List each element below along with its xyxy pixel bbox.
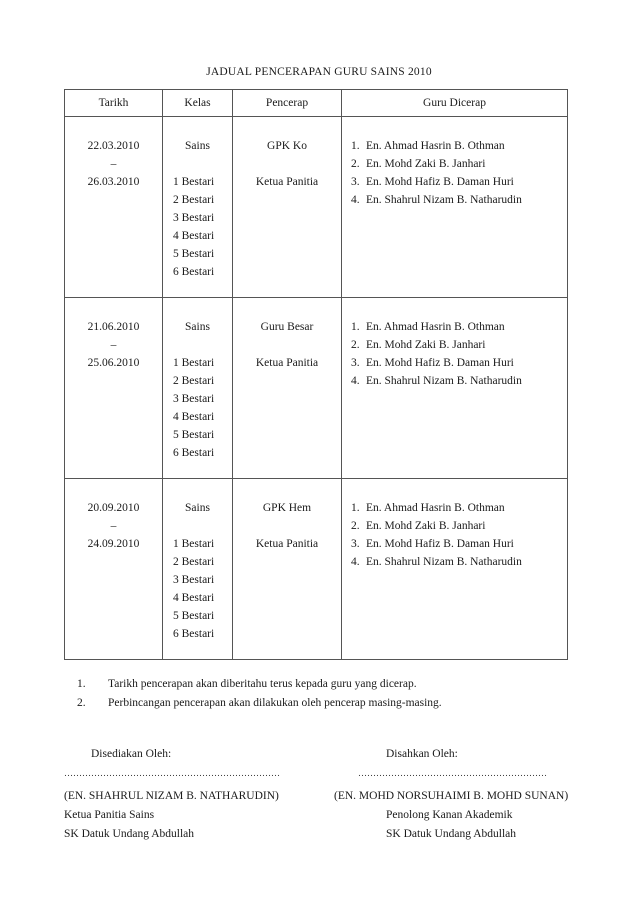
teacher-item: 1. En. Ahmad Hasrin B. Othman [351, 321, 505, 333]
class-item: 3 Bestari [173, 212, 215, 224]
date-end: 24.09.2010 [87, 538, 140, 550]
cell-kelas [163, 117, 233, 298]
cell-tarikh [65, 117, 163, 298]
subject: Sains [185, 321, 210, 333]
signature-line-right: ……………………………………………………… [358, 768, 547, 778]
class-item: 2 Bestari [173, 375, 215, 387]
cell-tarikh [65, 298, 163, 479]
signature-right [334, 745, 568, 844]
teacher-item: 3. En. Mohd Hafiz B. Daman Huri [351, 538, 514, 550]
teacher-name: En. Mohd Zaki B. Janhari [366, 158, 486, 170]
subject: Sains [185, 502, 210, 514]
class-item: 3 Bestari [173, 574, 215, 586]
class-item: 4 Bestari [173, 230, 215, 242]
approver-position: Penolong Kanan Akademik [386, 809, 513, 821]
observer-secondary: Ketua Panitia [255, 176, 319, 188]
cell-guru-dicerap [342, 298, 568, 479]
preparer-position: Ketua Panitia Sains [64, 809, 155, 821]
class-item: 5 Bestari [173, 429, 215, 441]
teacher-item: 2. En. Mohd Zaki B. Janhari [351, 158, 486, 170]
teacher-name: En. Shahrul Nizam B. Natharudin [366, 375, 522, 387]
date-end: 26.03.2010 [87, 176, 140, 188]
class-item: 4 Bestari [173, 411, 215, 423]
cell-pencerap [233, 298, 342, 479]
observer-primary: Guru Besar [260, 321, 314, 333]
teacher-item: 2. En. Mohd Zaki B. Janhari [351, 520, 486, 532]
cell-kelas [163, 298, 233, 479]
date-start: 21.06.2010 [87, 321, 140, 333]
preparer-name: (EN. SHAHRUL NIZAM B. NATHARUDIN) [64, 790, 279, 802]
teacher-name: En. Shahrul Nizam B. Natharudin [366, 556, 522, 568]
teacher-item: 3. En. Mohd Hafiz B. Daman Huri [351, 176, 514, 188]
date-end: 25.06.2010 [87, 357, 140, 369]
teacher-item: 4. En. Shahrul Nizam B. Natharudin [351, 375, 522, 387]
class-item: 5 Bestari [173, 248, 215, 260]
cell-guru-dicerap [342, 479, 568, 660]
teacher-name: En. Mohd Zaki B. Janhari [366, 339, 486, 351]
teacher-name: En. Ahmad Hasrin B. Othman [366, 321, 505, 333]
teacher-name: En. Mohd Hafiz B. Daman Huri [366, 538, 514, 550]
approver-school: SK Datuk Undang Abdullah [386, 828, 517, 840]
observer-secondary: Ketua Panitia [255, 538, 319, 550]
table-row [65, 298, 568, 479]
teacher-name: En. Ahmad Hasrin B. Othman [366, 502, 505, 514]
approved-by-label: Disahkan Oleh: [386, 748, 458, 760]
schedule-table [64, 89, 568, 660]
teacher-item: 3. En. Mohd Hafiz B. Daman Huri [351, 357, 514, 369]
teacher-item: 1. En. Ahmad Hasrin B. Othman [351, 502, 505, 514]
teacher-item: 4. En. Shahrul Nizam B. Natharudin [351, 556, 522, 568]
date-start: 22.03.2010 [87, 140, 140, 152]
cell-pencerap [233, 479, 342, 660]
teacher-name: En. Mohd Hafiz B. Daman Huri [366, 357, 514, 369]
note-item: 2. Perbincangan pencerapan akan dilakukan oleh pencerap masing-masing. [77, 697, 442, 709]
header-pencerap: Pencerap [233, 90, 342, 117]
date-start: 20.09.2010 [87, 502, 140, 514]
table-row [65, 117, 568, 298]
teacher-name: En. Mohd Hafiz B. Daman Huri [366, 176, 514, 188]
teacher-item: 1. En. Ahmad Hasrin B. Othman [351, 140, 505, 152]
approver-name: (EN. MOHD NORSUHAIMI B. MOHD SUNAN) [334, 790, 569, 802]
date-separator: – [110, 158, 117, 170]
header-guru-dicerap: Guru Dicerap [342, 90, 568, 117]
header-tarikh: Tarikh [65, 90, 163, 117]
class-item: 6 Bestari [173, 447, 215, 459]
signature-left [64, 745, 280, 844]
prepared-by-label: Disediakan Oleh: [91, 748, 172, 760]
teacher-item: 4. En. Shahrul Nizam B. Natharudin [351, 194, 522, 206]
notes-list [77, 675, 442, 713]
date-separator: – [110, 520, 117, 532]
teacher-name: En. Ahmad Hasrin B. Othman [366, 140, 505, 152]
table-row [65, 479, 568, 660]
date-separator: – [110, 339, 117, 351]
cell-guru-dicerap [342, 117, 568, 298]
class-item: 1 Bestari [173, 357, 215, 369]
class-item: 6 Bestari [173, 628, 215, 640]
teacher-name: En. Mohd Zaki B. Janhari [366, 520, 486, 532]
class-item: 4 Bestari [173, 592, 215, 604]
class-item: 3 Bestari [173, 393, 215, 405]
observer-primary: GPK Ko [267, 140, 307, 152]
cell-tarikh [65, 479, 163, 660]
class-item: 1 Bestari [173, 538, 215, 550]
cell-pencerap [233, 117, 342, 298]
teacher-item: 2. En. Mohd Zaki B. Janhari [351, 339, 486, 351]
class-item: 6 Bestari [173, 266, 215, 278]
class-item: 5 Bestari [173, 610, 215, 622]
observer-secondary: Ketua Panitia [255, 357, 319, 369]
class-item: 2 Bestari [173, 556, 215, 568]
teacher-name: En. Shahrul Nizam B. Natharudin [366, 194, 522, 206]
signature-line-left: ……………………………………………………………… [64, 768, 280, 778]
class-item: 2 Bestari [173, 194, 215, 206]
cell-kelas [163, 479, 233, 660]
document-title: JADUAL PENCERAPAN GURU SAINS 2010 [206, 66, 432, 78]
header-kelas: Kelas [163, 90, 233, 117]
observer-primary: GPK Hem [262, 502, 312, 514]
preparer-school: SK Datuk Undang Abdullah [64, 828, 195, 840]
note-item: 1. Tarikh pencerapan akan diberitahu terus kepada guru yang dicerap. [77, 678, 417, 690]
subject: Sains [185, 140, 210, 152]
class-item: 1 Bestari [173, 176, 215, 188]
table-header-row [65, 90, 568, 117]
